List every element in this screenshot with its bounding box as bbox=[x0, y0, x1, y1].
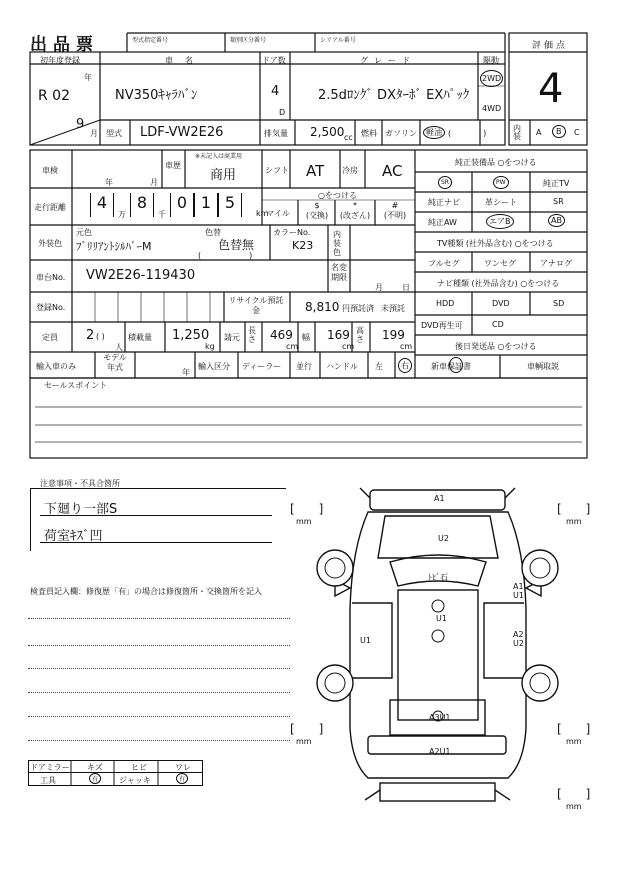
height-label: 高さ bbox=[356, 326, 364, 344]
altered-label: * (改ざん) bbox=[339, 201, 371, 220]
equip-aw: 純正AW bbox=[428, 218, 457, 227]
bracket-front-right: [ ] bbox=[557, 502, 591, 516]
vehicle-name: NV350ｷｬﾗﾊﾞﾝ bbox=[115, 88, 198, 103]
navi-hdd: HDD bbox=[436, 299, 455, 308]
tv-title: TV種類 (社外品含む) ○をつける bbox=[437, 239, 554, 248]
page-title: 出品票 bbox=[30, 35, 99, 55]
equip-navi: 純正ナビ bbox=[428, 198, 460, 207]
notes-line-1: 下廻り一部S bbox=[44, 502, 118, 517]
legend-break: ワレ bbox=[175, 763, 191, 772]
post-warranty-text: 新車保証書 bbox=[431, 362, 471, 371]
serial-label: シリアル番号 bbox=[320, 37, 356, 44]
drive-label: 駆動 bbox=[483, 56, 499, 65]
history-label: 車歴 bbox=[165, 161, 181, 170]
tv-fullseg: フルセグ bbox=[428, 259, 460, 268]
import-label: 輸入車のみ bbox=[36, 362, 76, 371]
load-value: 1,250 bbox=[172, 328, 210, 343]
model-year-label: モデル年式 bbox=[103, 353, 127, 372]
inspection-month-unit: 月 bbox=[150, 178, 158, 187]
fuel-gasoline: ガソリン bbox=[385, 129, 417, 138]
equip-ab-mark: AB bbox=[548, 214, 565, 227]
equip-pw-mark: PW bbox=[493, 176, 509, 189]
rear-step bbox=[380, 783, 495, 801]
chassis-label: 車台No. bbox=[36, 273, 66, 282]
diagram-a2u1: A2U1 bbox=[429, 747, 451, 756]
diagram-stone: ﾄﾋﾞ石 bbox=[428, 573, 448, 582]
inspector-line-1 bbox=[28, 618, 290, 619]
height-value: 199 bbox=[382, 328, 405, 342]
color-paren: ( ) bbox=[198, 251, 253, 260]
mileage-check-note: ○をつける bbox=[318, 191, 357, 200]
history-note: ※未記入は商業用 bbox=[195, 153, 243, 160]
equip-ab bbox=[548, 214, 565, 227]
mileage-digit-3: 0 bbox=[170, 193, 194, 217]
grade-value: 2.5dﾛﾝｸﾞ DXﾀｰﾎﾞ EXﾊﾟｯｸ bbox=[318, 88, 470, 103]
doors-value: 4 bbox=[271, 84, 280, 99]
legend-tools-has bbox=[89, 773, 101, 784]
drive-2wd-circle: 2WD bbox=[480, 70, 503, 87]
mm-front-left: mm bbox=[296, 517, 312, 526]
fuel-label: 燃料 bbox=[361, 129, 377, 138]
mileage-label: 走行距離 bbox=[34, 203, 66, 212]
mm-rear-left: mm bbox=[296, 737, 312, 746]
name-label: 車名 bbox=[165, 56, 205, 65]
exchange-label: $ (交換) bbox=[305, 201, 329, 220]
bracket-rear-left: [ ] bbox=[290, 722, 324, 736]
displacement-label: 排気量 bbox=[264, 129, 288, 138]
inspector-line-2 bbox=[28, 645, 290, 646]
ext-color-label: 外装色 bbox=[38, 239, 62, 248]
legend-scratch: キズ bbox=[87, 763, 103, 772]
mileage-digit-5: 5 bbox=[218, 193, 242, 217]
legend-crack: ヒビ bbox=[131, 763, 147, 772]
doors-label: ドア数 bbox=[262, 56, 286, 65]
capacity-unit: 人 bbox=[115, 343, 123, 352]
equip-sr-circle bbox=[438, 176, 452, 189]
equip-leather: 革シート bbox=[485, 198, 517, 207]
model-value: LDF-VW2E26 bbox=[140, 125, 224, 140]
tv-analog: アナログ bbox=[540, 259, 572, 268]
month-value: 9 bbox=[76, 117, 85, 132]
handle-right bbox=[398, 358, 412, 373]
score-value: 4 bbox=[538, 66, 564, 112]
first-reg-label: 初年度登録 bbox=[40, 56, 80, 65]
notes-underline-2 bbox=[40, 542, 272, 543]
import-class-label: 輸入区分 bbox=[198, 362, 230, 371]
width-label: 幅 bbox=[302, 333, 310, 342]
name-change-day: 日 bbox=[402, 283, 410, 292]
diagram-a1u1-right: A1 U1 bbox=[513, 582, 524, 600]
model-label: 型式 bbox=[106, 129, 122, 138]
load-label: 積載量 bbox=[128, 333, 152, 342]
drive-2wd bbox=[480, 70, 503, 87]
notes-label: 注意事項・不具合箇所 bbox=[40, 479, 120, 488]
color-change-value: 色替無 bbox=[218, 238, 255, 252]
equip-pw bbox=[493, 176, 509, 189]
fuel-diesel-circle: 軽油 bbox=[423, 126, 445, 139]
history-value: 商用 bbox=[210, 168, 237, 183]
interior-b-circle: B bbox=[552, 125, 566, 138]
recycle-value: 8,810 bbox=[305, 300, 340, 314]
inspector-line-5 bbox=[28, 716, 290, 717]
car-diagram bbox=[290, 478, 590, 813]
wheel-front-right bbox=[522, 550, 558, 586]
legend-jack-has bbox=[176, 773, 188, 784]
color-no-value: K23 bbox=[292, 239, 314, 252]
length-value: 469 bbox=[270, 328, 293, 342]
capacity-paren: ( ) bbox=[96, 332, 105, 341]
tv-oneseg: ワンセグ bbox=[484, 259, 516, 268]
mm-front-right: mm bbox=[566, 517, 582, 526]
recycle-unit: 円預託済 bbox=[342, 304, 374, 313]
unknown-label: # (不明) bbox=[383, 201, 407, 220]
mileage-digit-4: 1 bbox=[194, 193, 218, 217]
legend-jack: ジャッキ bbox=[119, 776, 151, 785]
mile-label: マイル bbox=[266, 209, 290, 218]
post-manual: 車輌取説 bbox=[527, 362, 559, 371]
navi-title: ナビ種類 (社外品含む) ○をつける bbox=[437, 279, 560, 288]
diagram-a3u1: A3U1 bbox=[429, 713, 451, 722]
mm-bottom: mm bbox=[566, 802, 582, 811]
equip-sr-circle-mark: SR bbox=[438, 176, 452, 189]
not-deposited: 未預託 bbox=[381, 304, 405, 313]
handle-left: 左 bbox=[375, 362, 383, 371]
inspector-line-3 bbox=[28, 668, 290, 669]
inspection-label: 車検 bbox=[42, 166, 58, 175]
wheel-rear-right bbox=[522, 665, 558, 701]
navi-cd: CD bbox=[492, 320, 504, 329]
handle-right-circle: 右 bbox=[398, 358, 412, 373]
fuel-diesel bbox=[423, 126, 445, 139]
capacity-label: 定員 bbox=[42, 333, 58, 342]
notes-line-2: 荷室ｷｽﾞ凹 bbox=[44, 529, 103, 544]
bracket-bottom: [ ] bbox=[557, 787, 591, 801]
name-change-month: 月 bbox=[375, 283, 383, 292]
inspection-year-unit: 年 bbox=[105, 178, 113, 187]
equip-airbag bbox=[486, 214, 514, 229]
post-title: 後日発送品 ○をつける bbox=[455, 342, 537, 351]
wheel-rear-left bbox=[317, 665, 353, 701]
navi-dvd-play: DVD再生可 bbox=[421, 321, 463, 330]
length-label: 長さ bbox=[248, 326, 256, 344]
sen-unit: 千 bbox=[158, 210, 166, 219]
type-label: 型式指定番号 bbox=[132, 37, 169, 44]
displacement-unit: cc bbox=[344, 133, 353, 142]
recycle-label: リサイクル預託金 bbox=[228, 296, 284, 315]
ac-value: AC bbox=[382, 162, 403, 180]
equipment-title: 純正装備品 ○をつける bbox=[455, 158, 537, 167]
grade-label: グレード bbox=[360, 56, 416, 65]
inspector-line-4 bbox=[28, 692, 290, 693]
left-side bbox=[352, 603, 392, 678]
orig-color-label: 元色 bbox=[76, 228, 92, 237]
diagram-u1-left: U1 bbox=[360, 636, 371, 645]
mileage-digit-1: 4 bbox=[90, 193, 114, 217]
body-outline bbox=[350, 512, 526, 778]
interior-label: 内装 bbox=[513, 124, 521, 141]
height-unit: cm bbox=[400, 342, 413, 351]
legend-mirror: ドアミラー bbox=[30, 763, 70, 772]
equip-airbag-mark: エアB bbox=[486, 214, 514, 229]
color-change-label: 色替 bbox=[205, 228, 221, 237]
year-unit: 年 bbox=[84, 73, 92, 82]
wheel-front-left bbox=[317, 550, 353, 586]
legend-tools: 工具 bbox=[40, 776, 56, 785]
bracket-front-left: [ ] bbox=[290, 502, 324, 516]
diagram-u2-top: U2 bbox=[438, 534, 449, 543]
capacity-value: 2 bbox=[86, 328, 95, 343]
equip-tv: 純正TV bbox=[543, 179, 570, 188]
interior-c: C bbox=[574, 128, 580, 137]
fuel-other: ( ) bbox=[448, 129, 487, 138]
shift-value: AT bbox=[306, 162, 325, 180]
shift-label: シフト bbox=[265, 166, 289, 175]
mileage-digit-2: 8 bbox=[130, 193, 154, 217]
length-unit: cm bbox=[286, 342, 299, 351]
diagram-a1-top: A1 bbox=[434, 494, 445, 503]
model-year-unit: 年 bbox=[182, 368, 190, 377]
handle-label: ハンドル bbox=[326, 362, 358, 371]
plate-label: 請元 bbox=[224, 333, 240, 342]
interior-a: A bbox=[536, 128, 542, 137]
color-no-label: カラーNo. bbox=[273, 228, 311, 237]
post-warranty-circle bbox=[449, 357, 463, 373]
inspector-label: 検査員記入欄：修復歴「有」の場合は修復箇所・交換箇所を記入 bbox=[30, 587, 262, 596]
sales-point-label: セールスポイント bbox=[44, 381, 108, 390]
km-unit: km bbox=[256, 209, 269, 218]
mm-rear-right: mm bbox=[566, 737, 582, 746]
interior-color-label: 内装色 bbox=[333, 230, 341, 257]
diagram-a2u2-right: A2 U2 bbox=[513, 630, 524, 648]
diagram-u1-center: U1 bbox=[436, 614, 447, 623]
score-label: 評価点 bbox=[532, 41, 569, 51]
notes-underline-1 bbox=[40, 515, 272, 516]
width-unit: cm bbox=[342, 342, 355, 351]
parallel-option: 並行 bbox=[296, 362, 312, 371]
width-value: 169 bbox=[327, 328, 350, 342]
chassis-value: VW2E26-119430 bbox=[86, 268, 196, 283]
legend-jack-has-mark: 有 bbox=[176, 773, 188, 784]
inspector-line-6 bbox=[28, 740, 290, 741]
name-change-label: 名変期限 bbox=[331, 263, 347, 282]
doors-sub: D bbox=[279, 108, 286, 117]
ac-label: 冷房 bbox=[342, 166, 358, 175]
orig-color-value: ﾌﾞﾘﾘｱﾝﾄｼﾙﾊﾞｰM bbox=[76, 240, 152, 253]
month-unit: 月 bbox=[90, 129, 98, 138]
legend-tools-has-mark: 有 bbox=[89, 773, 101, 784]
navi-dvd: DVD bbox=[492, 299, 510, 308]
class-label: 類別区分番号 bbox=[230, 37, 267, 44]
drive-4wd: 4WD bbox=[482, 104, 502, 113]
interior-b bbox=[552, 125, 566, 138]
man-unit: 万 bbox=[118, 210, 126, 219]
era-value: R 02 bbox=[38, 88, 70, 104]
bracket-rear-right: [ ] bbox=[557, 722, 591, 736]
load-unit: kg bbox=[205, 342, 215, 351]
dealer-option: ディーラー bbox=[242, 362, 282, 371]
equip-sr: SR bbox=[553, 197, 564, 206]
reg-no-label: 登録No. bbox=[36, 303, 66, 312]
navi-sd: SD bbox=[553, 299, 565, 308]
displacement-value: 2,500 bbox=[310, 125, 345, 139]
